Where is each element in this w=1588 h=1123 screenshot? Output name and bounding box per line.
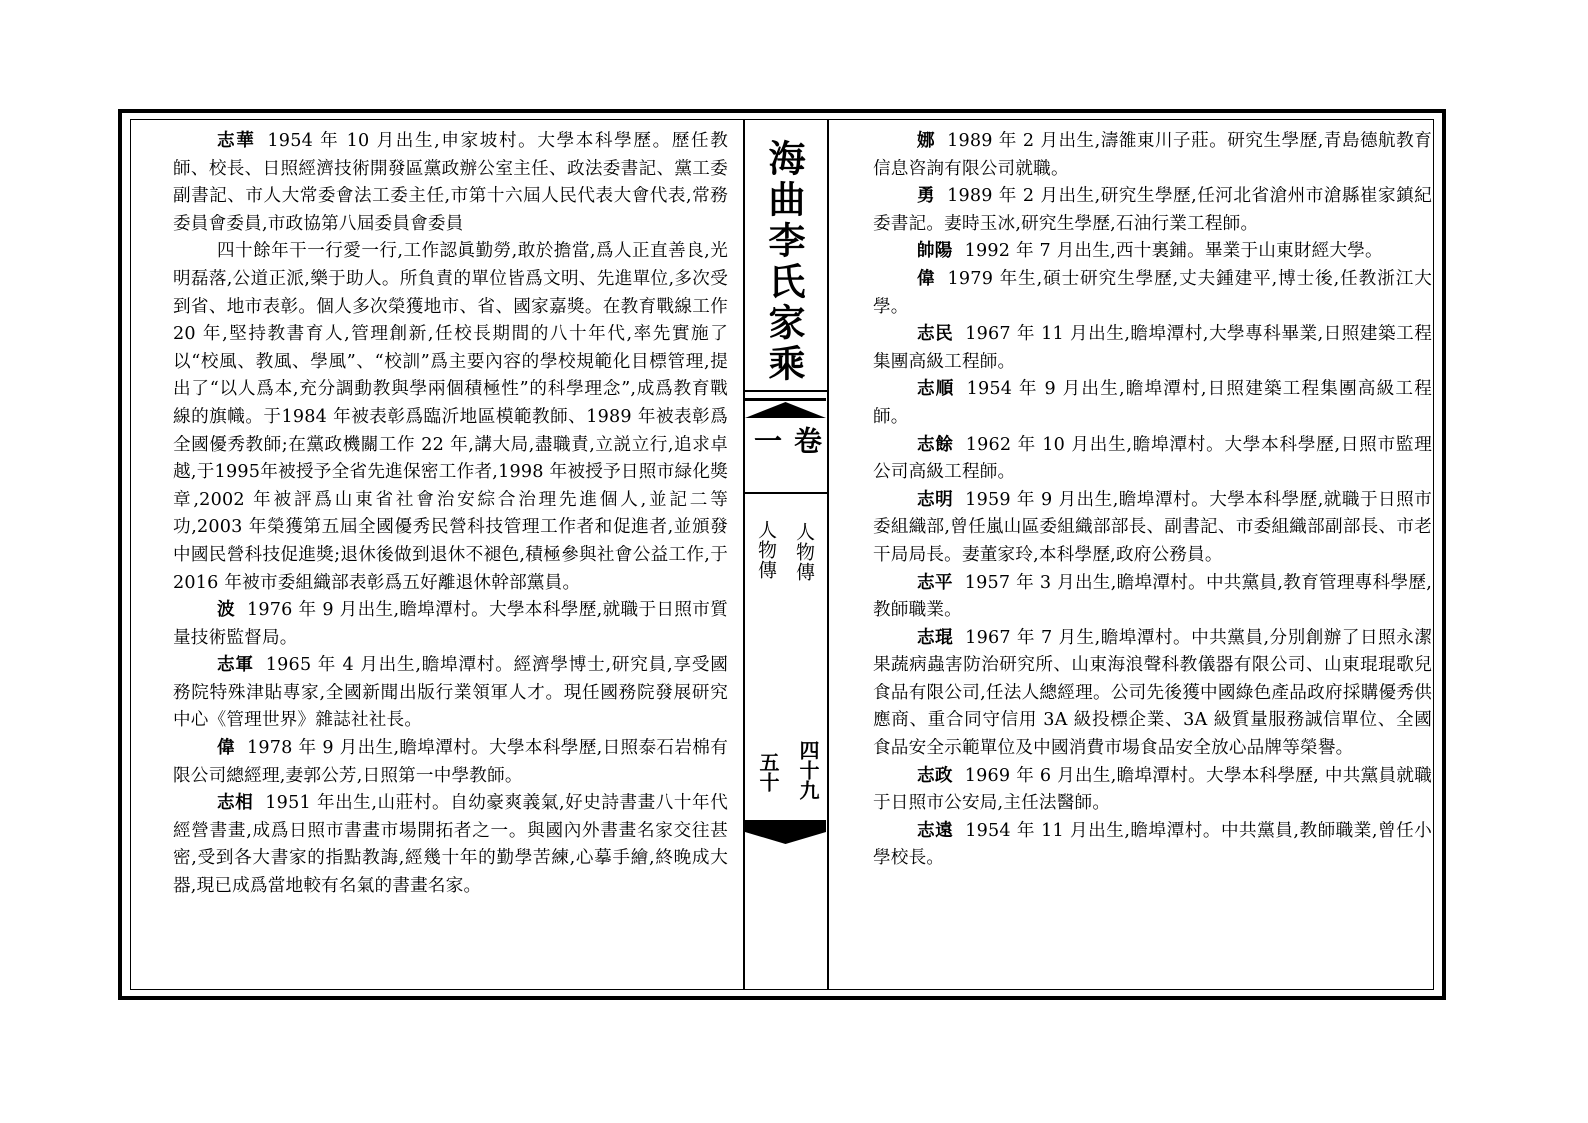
entry-zhiming [873, 487, 1432, 570]
page-number-right: 四十九 [796, 740, 820, 800]
entry-name: 志華 [217, 131, 256, 151]
entry-name: 娜 [917, 131, 936, 151]
entry-name: 志遠 [917, 820, 954, 841]
entry-zhiyuan [873, 818, 1432, 873]
volume-rule [745, 492, 827, 494]
entry-wei-2 [873, 266, 1432, 321]
entry-text: 1989 年 2 月出生,研究生學歷,任河北省滄州市滄縣崔家鎮紀委書記。妻時玉冰,研究生學歷,石油行業工程師。 [873, 186, 1432, 234]
entry-zhikun [873, 625, 1432, 763]
left-column [173, 128, 728, 985]
entry-text: 1951 年出生,山莊村。自幼豪爽義氣,好史詩書畫八十年代經營書畫,成爲日照市書畫市場開拓者之一。與國內外書畫名家交往甚密,受到各大書家的指點教誨,經幾十年的勤學苦練,心摹手繪,終晚成大器,現已成爲當地較有名氣的書畫名家。 [173, 793, 728, 897]
book-title: 海曲李氏家乘 [762, 139, 806, 385]
entry-text: 1979 年生,碩士研究生學歷,丈夫鍾建平,博士後,任教浙江大學。 [873, 268, 1432, 317]
entry-text: 1954 年 10 月出生,申家坡村。大學本科學歷。歷任教師、校長、日照經濟技術開發區黨政辦公室主任、政法委書記、黨工委副書記、市人大常委會法工委主任,市第十六屆人民代表大會代表,常務委員會委員,市政協第八屆委員會委員 [173, 131, 728, 234]
banner-bottom-ornament [745, 820, 826, 844]
inner-frame [130, 119, 1434, 990]
entry-wei [173, 735, 728, 790]
right-column [873, 128, 1432, 985]
entry-text: 1965 年 4 月出生,瞻埠潭村。經濟學博士,研究員,享受國務院特殊津貼專家,全國新聞出版行業領軍人才。現任國務院發展研究中心《管理世界》雜誌社社長。 [173, 655, 728, 731]
entry-text: 1967 年 11 月出生,瞻埠潭村,大學專科畢業,日照建築工程集團高級工程師。 [873, 324, 1432, 372]
page-number-left: 五十 [756, 752, 780, 792]
entry-text: 1957 年 3 月出生,瞻埠潭村。中共黨員,教育管理專科學歷,教師職業。 [873, 572, 1432, 621]
entry-text: 1989 年 2 月出生,濤雒東川子莊。研究生學歷,青島德航教育信息咨詢有限公司就職。 [873, 131, 1432, 179]
entry-name: 帥陽 [917, 241, 953, 262]
entry-text: 1959 年 9 月出生,瞻埠潭村。大學本科學歷,就職于日照市委組織部,曾任嵐山區委組織部部長、副書記、市委組織部副部長、市老干局局長。妻董家玲,本科學歷,政府公務員。 [873, 489, 1432, 565]
entry-yong [873, 183, 1432, 238]
entry-na [873, 128, 1432, 183]
entry-zhihua [173, 128, 728, 238]
entry-name: 偉 [917, 268, 936, 289]
entry-text: 四十餘年干一行愛一行,工作認眞勤勞,敢於擔當,爲人正直善良,光明磊落,公道正派,樂于助人。所負責的單位皆爲文明、先進單位,多次受到省、地市表彰。個人多次榮獲地市、省、國家嘉獎。在教育戰線工作 20 年,堅持教書育人,管理創新,任校長期間的八十年代,率先實施了以“校風、教風、學風”、“校訓”爲主要內容的學校規範化目標管理,提出了“以人爲本,充分調動教與學兩個積極性”的科學理念”,成爲教育戰線的旗幟。于1984 年被表彰爲臨沂地區模範教師、1989 年被表彰爲全國優秀教師;在黨政機關工作 22 年,講大局,盡職責,立説立行,追求卓越,于1995年被授予全省先進保密工作者,1998 年被授予日照市緑化獎章,2002 年被評爲山東省社會治安綜合治理先進個人,並記二等功,2003 年榮獲第五屆全國優秀民營科技管理工作者和促進者,並頒發中國民營科技促進獎;退休後做到退休不褪色,積極參與社會公益工作,于2016 年被市委組織部表彰爲五好離退休幹部黨員。 [173, 241, 728, 593]
entry-name: 志相 [217, 793, 254, 814]
section-label-right: 人物傳 [793, 522, 815, 582]
section-label-left: 人物傳 [755, 520, 777, 580]
page-frame [118, 109, 1446, 1000]
entry-text: 1967 年 7 月生,瞻埠潭村。中共黨員,分別創辦了日照永潔果蔬病蟲害防治研究所、山東海浪聲科教儀器有限公司、山東琨琨歌兒食品有限公司,任法人總經理。公司先後獲中國綠色產品政府採購優秀供應商、重合同守信用 3A 級投標企業、3A 級質量服務誠信單位、全國食品安全示範單位及中國消費市場食品安全放心品牌等榮譽。 [873, 627, 1432, 759]
volume-label: 卷一 [750, 426, 823, 460]
entry-zhihua-cont [173, 238, 728, 597]
entry-name: 志餘 [917, 434, 954, 455]
entry-zhimin [873, 321, 1432, 376]
entry-text: 1962 年 10 月出生,瞻埠潭村。大學本科學歷,日照市監理公司高級工程師。 [873, 434, 1432, 483]
entry-zhishun [873, 376, 1432, 431]
entry-name: 志明 [917, 489, 954, 510]
title-rule [745, 390, 827, 392]
book-spine [743, 120, 829, 989]
entry-name: 志平 [917, 572, 953, 593]
entry-name: 志民 [917, 324, 954, 345]
entry-shuaiyang [873, 238, 1432, 266]
entry-text: 1992 年 7 月出生,西十裏鋪。畢業于山東財經大學。 [964, 241, 1383, 262]
entry-text: 1978 年 9 月出生,瞻埠潭村。大學本科學歷,日照泰石岩棉有限公司總經理,妻郭公芳,日照第一中學教師。 [173, 738, 728, 786]
banner-top-ornament [745, 398, 826, 418]
entry-bo [173, 597, 728, 652]
entry-zhixiang [173, 790, 728, 900]
entry-zhizheng [873, 763, 1432, 818]
entry-name: 波 [217, 600, 235, 621]
entry-zhiyu [873, 432, 1432, 487]
entry-text: 1969 年 6 月出生,瞻埠潭村。大學本科學歷, 中共黨員就職于日照市公安局,主任法醫師。 [873, 765, 1432, 814]
entry-text: 1954 年 9 月出生,瞻埠潭村,日照建築工程集團高級工程師。 [873, 379, 1432, 427]
entry-text: 1954 年 11 月出生,瞻埠潭村。中共黨員,教師職業,曾任小學校長。 [873, 820, 1432, 869]
entry-name: 志順 [917, 379, 955, 400]
entry-name: 勇 [917, 186, 936, 207]
entry-name: 志政 [917, 765, 953, 786]
entry-zhiping [873, 570, 1432, 625]
entry-name: 偉 [217, 738, 235, 759]
entry-zhijun [173, 652, 728, 735]
entry-name: 志軍 [217, 655, 254, 676]
entry-text: 1976 年 9 月出生,瞻埠潭村。大學本科學歷,就職于日照市質量技術監督局。 [173, 600, 728, 648]
entry-name: 志琨 [917, 627, 954, 648]
